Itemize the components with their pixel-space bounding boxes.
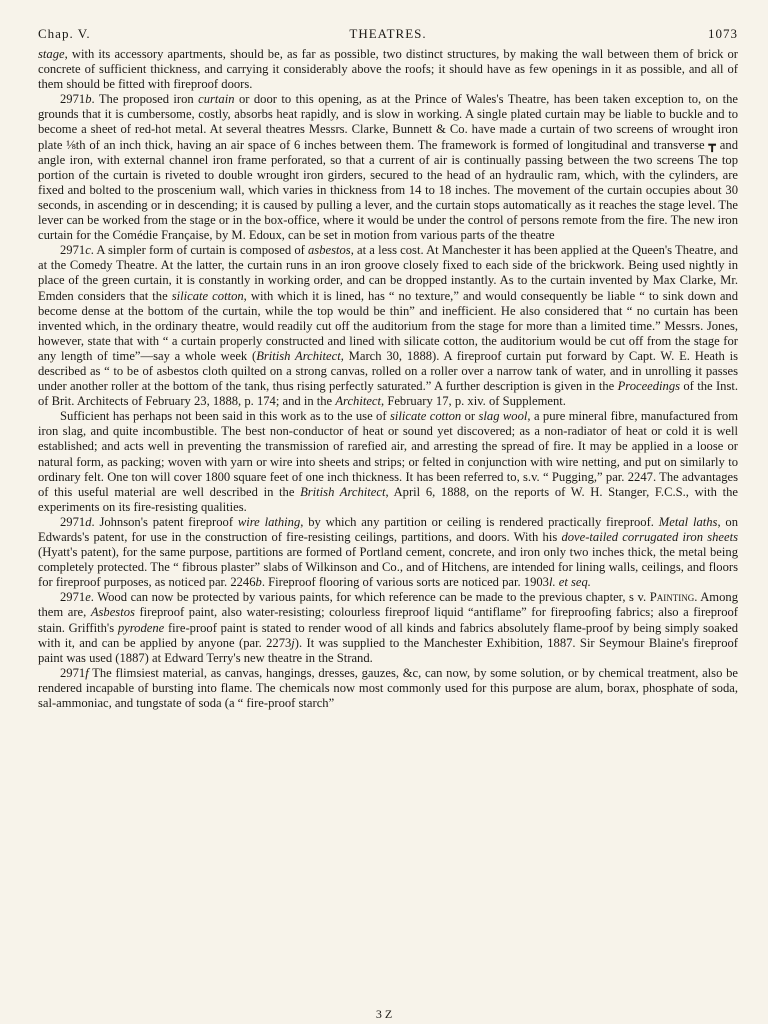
text-run: fire-proof paint is stated to render wood of all kinds and fabrics absolutely flame-proof by being simply soaked with it, and can be applied by anyone (par. 2273	[38, 620, 738, 650]
text-run: , with which it is lined, has “ no texture,” and would consequently be liable “ to sink down and become dense at the bottom of the curtain, while the top would be thin” and inefficient. He also considered that “ no curtain has been invented which, in the ordinary theatre, would readily cut off the auditorium from the stage for more than a limited time.” Messrs. Jones, however, state that with “ a curtain properly constructed and lined with silicate cotton, the auditorium would be cut off from the stage for any length of time”—say a whole week (	[38, 288, 739, 363]
text-run: Metal laths	[658, 514, 718, 529]
text-run: Architect	[335, 394, 382, 409]
text-run: silicate cotton	[171, 288, 244, 303]
text-run: wire lathing	[237, 514, 301, 529]
text-run: c	[85, 243, 91, 258]
text-run: silicate cotton	[389, 409, 462, 424]
text-run: e	[85, 590, 91, 605]
page-number: 1073	[708, 26, 738, 41]
text-run: Sufficient has perhaps not been said in this work as to the use of	[60, 409, 390, 424]
text-run: Painting	[649, 590, 695, 605]
paragraph-p2971f	[38, 666, 738, 711]
text-run: 2971	[60, 590, 86, 605]
text-run: British Architect	[300, 484, 386, 499]
text-run: dove-tailed corrugated iron sheets	[561, 530, 738, 544]
text-run: (Hyatt's patent), for the same purpose, partitions are formed of Portland cement, concrete, and iron only two inches thick, the metal being completely protected. The “ fibrous plaster” slabs of Wilkinson and Co., and of Hitchens, are intended for lining walls, ceilings, and floors for fireproof purposes, as noticed par. 2246	[38, 545, 738, 590]
text-run: British Architect	[256, 348, 341, 363]
text-run: stage	[38, 47, 65, 61]
text-run: j	[291, 635, 295, 650]
paragraph-p0	[38, 47, 738, 92]
text-run: . The proposed iron	[91, 92, 199, 107]
text-run: fireproof paint, also water-resisting; colourless fireproof liquid “antiflame” for fireproofing fabrics; also a fireproof stain. Griffith's	[38, 605, 739, 635]
text-run: , February 17, p. xiv. of Supplement.	[381, 394, 566, 409]
chapter-label: Chap. V.	[38, 26, 91, 41]
paragraph-p2971d	[38, 515, 738, 590]
text-run: pyrodene	[117, 620, 165, 635]
text-run: . Among them are,	[38, 590, 738, 620]
text-run: , with its accessory apartments, should be, as far as possible, two distinct structures, by making the wall between them of brick or concrete of sufficient thickness, and carrying it considerably above the roofs; it should have as few openings in it as possible, and all of them should be fitted with fireproof doors.	[38, 47, 738, 92]
text-run: . Johnson's patent fireproof	[91, 514, 238, 529]
text-run: The flimsiest material, as canvas, hangings, dresses, gauzes, &c, can now, by some solution, or by chemical treatment, also be rendered incapable of bursting into flame. The chemicals now most commonly used for this purpose are alum, borax, phosphate of soda, sal-ammoniac, and tungstate of soda (a “ fire-proof starch”	[38, 665, 738, 711]
text-run: d	[85, 514, 92, 529]
signature-mark: 3 Z	[375, 1007, 393, 1021]
text-run: 2971	[60, 92, 86, 107]
text-run: f	[85, 665, 89, 680]
text-run: Proceedings	[617, 379, 681, 394]
text-run: . Fireproof flooring of various sorts are noticed par. 1903	[261, 575, 549, 590]
paragraph-p2971b	[38, 92, 738, 243]
text-run: or	[461, 409, 479, 424]
running-header	[38, 26, 738, 46]
text-run: asbestos	[308, 243, 351, 258]
text-run: , April 6, 1888, on the reports of W. H. Stanger, F.C.S., with the experiments on its fire-resisting qualities.	[38, 484, 738, 514]
paragraph-p-sufficient	[38, 409, 738, 515]
text-run: 2971	[60, 243, 86, 258]
text-run: , at a less cost. At Manchester it has been applied at the Queen's Theatre, and at the Comedy Theatre. At the latter, the curtain runs in an iron groove closely fixed to each side of the brickwork. Being used nightly in place of the green curtain, it is constantly in working order, and can be dropped instantly. As to the curtain invented by Max Clarke, Mr. Emden considers that the	[38, 243, 738, 303]
text-run: Asbestos	[90, 605, 135, 620]
text-run: 2971	[60, 514, 86, 529]
text-run: of the Inst. of Brit. Architects of February 23, 1888, p. 174; and in the	[38, 379, 738, 409]
running-title: THEATRES.	[349, 26, 427, 41]
text-run: or door to this opening, as at the Prince of Wales's Theatre, has been taken exception to, on the grounds that it is cumbersome, costly, absorbs heat rapidly, and is slow in working. A single plated curtain may be liable to buckle and to become a sheet of red-hot metal. At several theatres Messrs. Clarke, Bunnett & Co. have made a curtain of two screens of wrought iron plate ⅛th of an inch thick, having an air space of 6 inches between them. The framework is formed of longitudinal and transverse ┳ and angle iron, with external channel iron frame perforated, so that a current of air is continually passing between the two screens The top portion of the curtain is riveted to double wrought iron girders, secured to the head of an hydraulic ram, which, with the cylinders, are fixed and bolted to the proscenium wall, which varies in thickness from 14 to 18 inches. The movement of the curtain occupies about 30 seconds, in ascending or in descending; it is caused by pulling a lever, and the curtain stops automatically as it reaches the stage level. The lever can be worked from the stage or in the box-office, where it would be under the control of persons remote from the fire. The new iron curtain for the Comédie Française, by M. Edoux, can be set in motion from various parts of the theatre	[38, 92, 738, 243]
text-run: l. et seq.	[548, 575, 591, 590]
text-run: . Wood can now be protected by various paints, for which reference can be made to the previous chapter, s v.	[90, 590, 650, 605]
text-run: 2971	[60, 665, 86, 680]
text-run: slag wool	[478, 409, 528, 424]
text-run: , a pure mineral fibre, manufactured from iron slag, and quite incombustible. The best non-conductor of heat or sound yet discovered; as a non-radiator of heat or cold it is well established; and acts well in preventing the transmission of rarefied air, and arresting the spread of fire. It may be applied in a loose or natural form, as packing; woven with yarn or wire into sheets and strips; or felted in conjunction with wire netting, and put on similarly to ordinary felt. One ton will cover 1800 square feet of one inch thickness. It has been referred to, s.v. “ Pugging,” par. 2247. The advantages of this useful material are well described in the	[38, 409, 738, 499]
text-run: curtain	[198, 92, 235, 107]
text-run: b	[255, 575, 262, 590]
text-run: . A simpler form of curtain is composed of	[90, 243, 308, 258]
text-run: , by which any partition or ceiling is rendered practically fireproof.	[300, 514, 659, 529]
paragraph-p2971c	[38, 243, 738, 409]
text-run: b	[85, 92, 92, 107]
body-text	[38, 47, 738, 711]
text-run: , on Edwards's patent, for use in the construction of fire-resisting ceilings, partitions, and doors. With his	[38, 514, 739, 544]
text-run: , March 30, 1888). A fireproof curtain put forward by Capt. W. E. Heath is described as “ to be of asbestos cloth quilted on a strong canvas, rolled on a roller over a narrow tank of water, and in unrolling it passes under another roller at the bottom of the tank, thus rising perfectly saturated.” A further description is given in the	[38, 348, 738, 394]
paragraph-p2971e	[38, 590, 738, 665]
text-run: ). It was supplied to the Manchester Exhibition, 1887. Sir Seymour Blaine's fireproof paint was used (1887) at Edward Terry's new theatre in the Strand.	[38, 635, 738, 665]
